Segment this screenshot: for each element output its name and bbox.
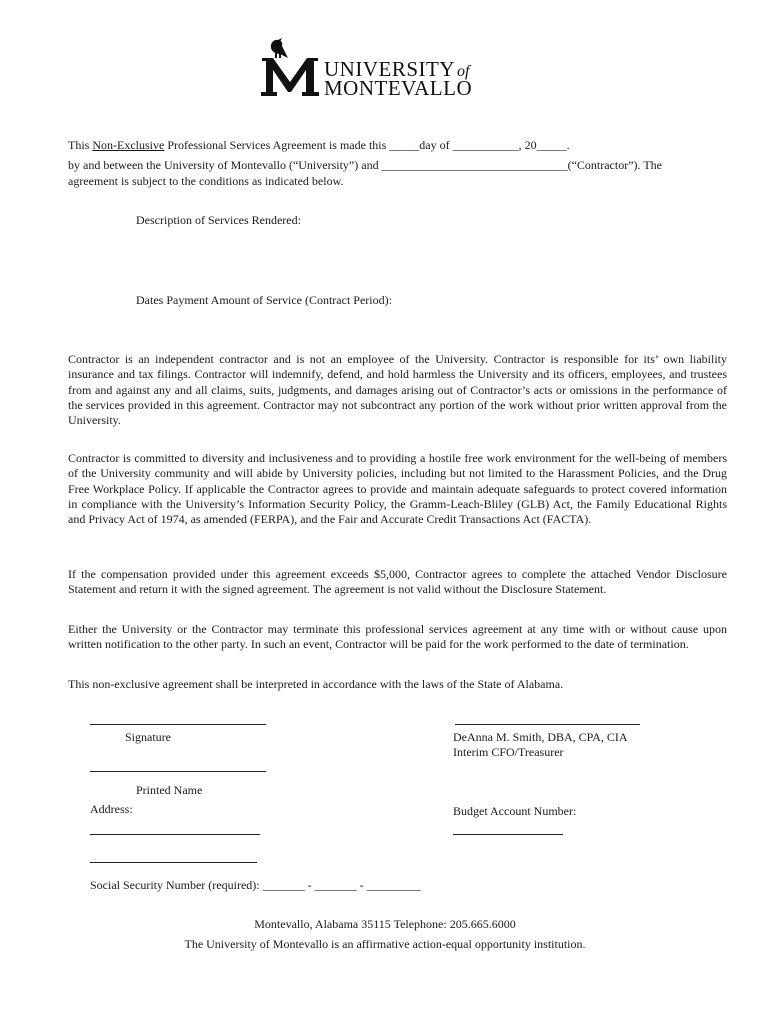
description-label: Description of Services Rendered: — [136, 213, 301, 227]
paragraph-diversity: Contractor is committed to diversity and inclusiveness and to providing a hostile free work environment for the well-being of members of the University community and will abide by University policies, including but not limited to the Harassment Policies, and the Drug Free Workplace Policy. If applicable the Contractor agrees to provide and maintain adequate safeguards to protect covered information in compliance with the University’s Information Security Policy, the Gramm-Leach-Bliley (GLB) Act, the Family Educational Rights and Privacy Act of 1974, as amended (FERPA), and the Fair and Accurate Credit Transactions Act (FACTA). — [68, 451, 727, 527]
ssn-field[interactable]: Social Security Number (required): _______ - _______ - _________ — [90, 878, 421, 892]
signature-line[interactable] — [90, 724, 266, 725]
paragraph-compensation: If the compensation provided under this agreement exceeds $5,000, Contractor agrees to complete the attached Vendor Disclosure Statement and return it with the signed agreement. The agreement is not valid without the Disclosure Statement. — [68, 567, 727, 597]
printed-name-label: Printed Name — [136, 783, 203, 797]
intro-line-3: agreement is subject to the conditions as indicated below. — [68, 174, 344, 188]
footer-statement: The University of Montevallo is an affirmative action-equal opportunity institution. — [184, 937, 586, 951]
logo-word-university: UNIVERSITY of — [324, 57, 470, 81]
address-line-2[interactable] — [90, 862, 257, 863]
printed-name-line[interactable] — [90, 771, 266, 772]
university-logo — [258, 34, 518, 104]
budget-account-label: Budget Account Number: — [453, 804, 577, 818]
signer-name: DeAnna M. Smith, DBA, CPA, CIA — [453, 730, 628, 744]
dates-label: Dates Payment Amount of Service (Contract Period): — [136, 293, 392, 307]
address-label: Address: — [90, 802, 133, 816]
logo-word-montevallo: MONTEVALLO — [324, 76, 473, 100]
intro-line-2: by and between the University of Montevallo (“University”) and _______________________________(“Contractor”). The — [68, 158, 662, 172]
address-line-1[interactable] — [90, 834, 260, 835]
signer-title: Interim CFO/Treasurer — [453, 745, 564, 759]
footer-address: Montevallo, Alabama 35115 Telephone: 205.665.6000 — [254, 917, 516, 931]
cfo-signature-line[interactable] — [455, 724, 640, 725]
paragraph-termination: Either the University or the Contractor may terminate this professional services agreement at any time with or without cause upon written notification to the other party. In such an event, Contractor will be paid for the work performed to the date of termination. — [68, 622, 727, 652]
bird-on-m-icon — [258, 34, 322, 100]
paragraph-independent-contractor: Contractor is an independent contractor and is not an employee of the University. Contractor is responsible for its’ own liability insurance and tax filings. Contractor will indemnify, defend, and hold harmless the University and its officers, employees, and trustees from and against any and all claims, suits, judgments, and damages arising out of Contractor’s acts or omissions in the performance of the services provided in this agreement. Contractor may not subcontract any portion of the work without prior written approval from the University. — [68, 352, 727, 428]
signature-label: Signature — [125, 730, 171, 744]
budget-account-line[interactable] — [453, 834, 563, 835]
paragraph-governing-law: This non-exclusive agreement shall be interpreted in accordance with the laws of the State of Alabama. — [68, 677, 564, 691]
intro-line-1: This Non-Exclusive Professional Services Agreement is made this _____day of ___________, 20_____. — [68, 138, 570, 152]
